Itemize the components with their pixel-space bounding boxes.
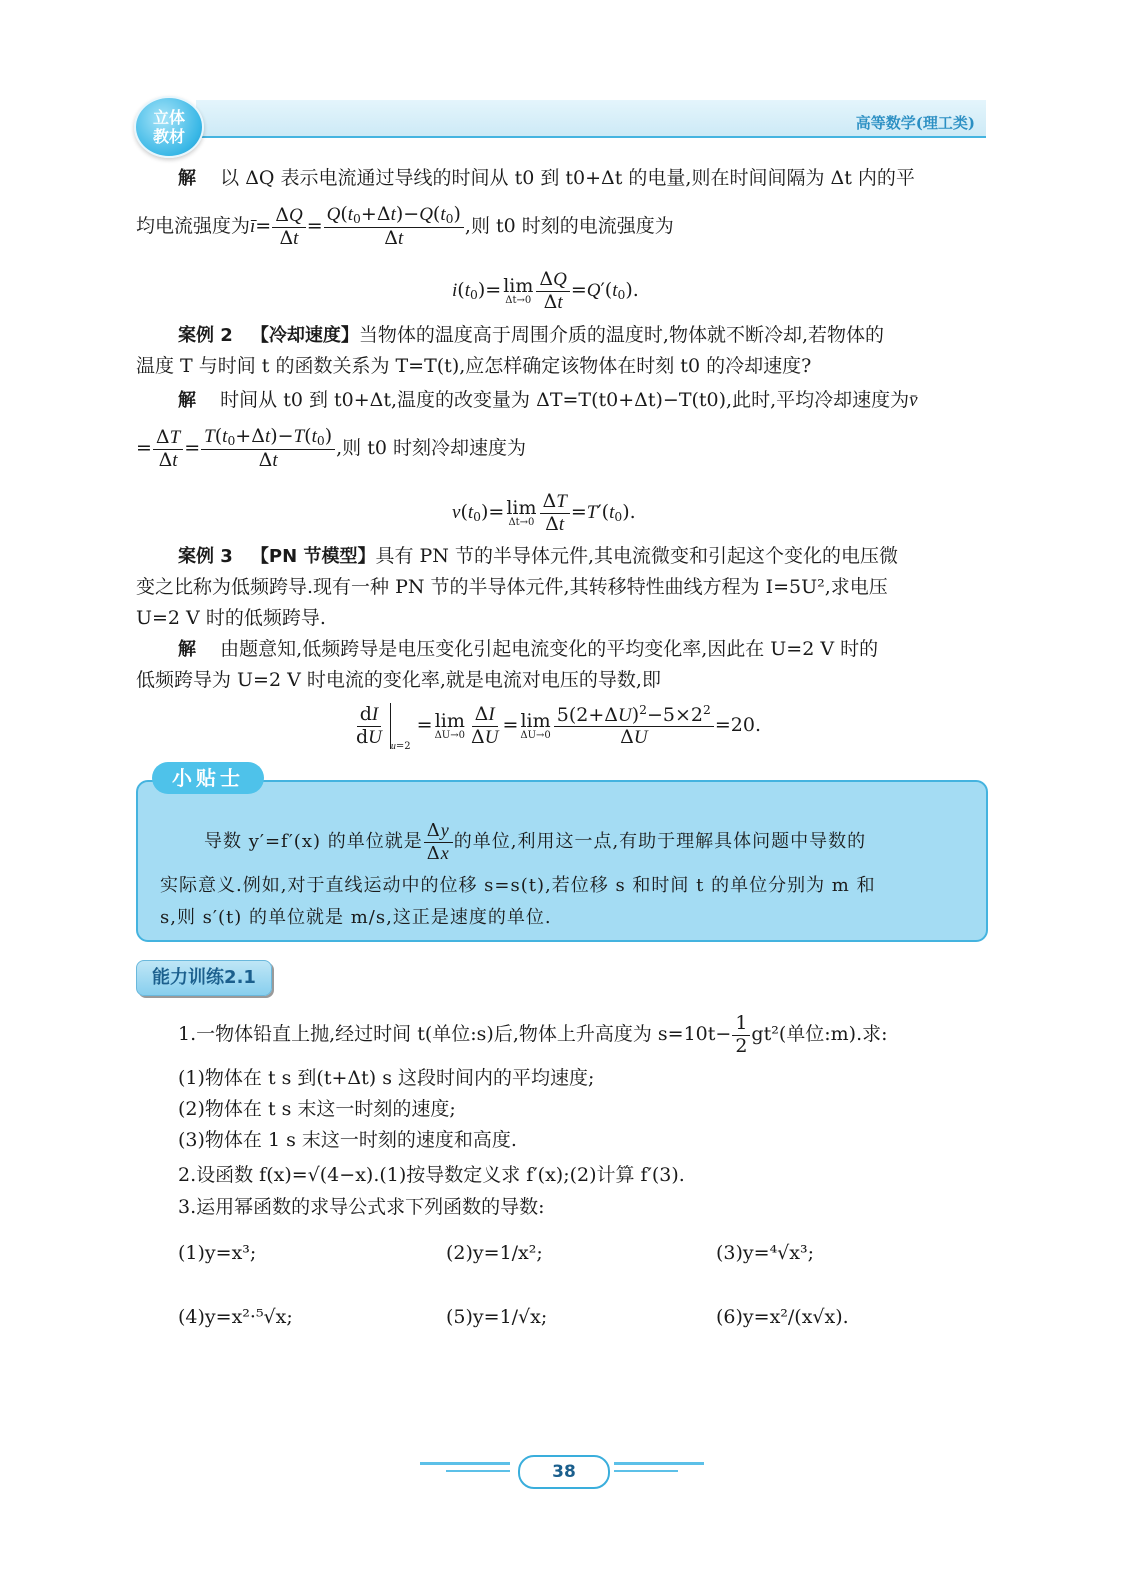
tip-line3: s,则 s′(t) 的单位就是 m/s,这正是速度的单位.	[160, 907, 552, 928]
case2-solution-line2: = $\frac{\Delta T}{\Delta t}$ = $\frac{T(t_0+\Delta t)-T(t_0)}{\Delta t}$ ,则 t0 时刻冷却速度为	[136, 425, 526, 471]
q3-item3: (3)y=⁴√x³;	[716, 1242, 815, 1264]
tip-line1: 导数 y′=f′(x) 的单位就是 $\frac{\Delta y}{\Delta x}$ 的单位,利用这一点,有助于理解具体问题中导数的	[204, 819, 867, 864]
solution-label: 解	[178, 168, 196, 189]
logo-line2: 教材	[152, 127, 185, 146]
case2-solution-text: 时间从 t0 到 t0+Δt,温度的改变量为 ΔT=T(t0+Δt)−T(t0),此时,平均冷却速度为	[220, 389, 910, 411]
q3-item6: (6)y=x²/(x√x).	[716, 1306, 849, 1328]
logo-line1: 立体	[152, 108, 185, 127]
solution1-line1	[178, 163, 915, 194]
page-number: 38	[518, 1455, 610, 1489]
case2-solution-line1: 解 时间从 t0 到 t0+Δt,温度的改变量为 ΔT=T(t0+Δt)−T(t0),此时,平均冷却速度为v̄	[178, 389, 918, 411]
footer-rule-left	[420, 1462, 510, 1465]
solution1-text: 以 ΔQ 表示电流通过导线的时间从 t0 到 t0+Δt 的电量,则在时间间隔为 Δt 内的平	[220, 167, 915, 189]
case2-solution-label: 解	[178, 390, 196, 411]
formula-cooling: $v(t_0)=$ lim Δt→0 $\frac{\Delta T}{\Delta t}$ $=T'(t_0)$.	[452, 489, 636, 535]
case3-title: 【PN 节模型】	[250, 546, 376, 567]
q3-item1: (1)y=x³;	[178, 1242, 257, 1264]
case3-text1: 具有 PN 节的半导体元件,其电流微变和引起这个变化的电压微	[375, 545, 898, 567]
case2-line2: 温度 T 与时间 t 的函数关系为 T=T(t),应怎样确定该物体在时刻 t0 的冷却速度?	[136, 355, 812, 377]
book-title: 高等数学(理工类)	[855, 114, 975, 132]
tip-line1-prefix: 导数 y′=f′(x) 的单位就是	[204, 831, 423, 852]
footer-rule-right-2	[614, 1470, 678, 1472]
tip-line2: 实际意义.例如,对于直线运动中的位移 s=s(t),若位移 s 和时间 t 的单位分别为 m 和	[160, 875, 876, 896]
training-q1-item1: (1)物体在 t s 到(t+Δt) s 这段时间内的平均速度;	[178, 1067, 595, 1089]
training-q1-suffix: gt²(单位:m).求:	[751, 1023, 888, 1045]
footer-rule-left-2	[446, 1470, 510, 1472]
solution1-line2-prefix: 均电流强度为	[136, 215, 251, 237]
training-q3: 3.运用幂函数的求导公式求下列函数的导数:	[178, 1196, 545, 1218]
case3-solution-label: 解	[178, 639, 196, 660]
case2-title: 【冷却速度】	[250, 325, 359, 346]
formula-transconductance: $\frac{dI}{dU}$ $_{u=2}$= lim ΔU→0 $\frac{\Delta I}{\Delta U}$ = lim ΔU→0 $\frac{5(2+\Delta U)^2-5\times 2^2}{\Delta U}$ =20.	[356, 702, 762, 752]
case2-label: 案例 2	[178, 325, 233, 346]
training-q2: 2.设函数 f(x)=√(4−x).(1)按导数定义求 f′(x);(2)计算 f′(3).	[178, 1164, 685, 1186]
tip-line1-suffix: 的单位,利用这一点,有助于理解具体问题中导数的	[453, 831, 867, 852]
case3-solution-line1	[178, 634, 878, 665]
case3-line2: 变之比称为低频跨导.现有一种 PN 节的半导体元件,其转移特性曲线方程为 I=5U²,求电压	[136, 576, 888, 598]
case3-line1	[178, 541, 898, 572]
footer-rule-right	[614, 1462, 704, 1465]
training-tab: 能力训练2.1	[136, 960, 272, 996]
q3-item4: (4)y=x²·⁵√x;	[178, 1306, 293, 1328]
solution1-line2: 均电流强度为ī= $\frac{\Delta Q}{\Delta t}$ = $\frac{Q(t_0+\Delta t)-Q(t_0)}{\Delta t}$ ,则 t0 时刻的电流强度为	[136, 203, 674, 249]
formula-current: $i(t_0)=$ lim Δt→0 $\frac{\Delta Q}{\Delta t}$ $=Q'(t_0)$.	[452, 267, 639, 313]
case3-label: 案例 3	[178, 546, 233, 567]
solution1-line2-suffix: ,则 t0 时刻的电流强度为	[464, 215, 674, 237]
training-q1-item2: (2)物体在 t s 末这一时刻的速度;	[178, 1098, 456, 1120]
case2-line1	[178, 320, 884, 351]
formula-result: =20.	[714, 714, 762, 736]
case2-solution-suffix: ,则 t0 时刻冷却速度为	[336, 437, 526, 459]
tip-tab: 小贴士	[152, 762, 264, 794]
training-q1-item3: (3)物体在 1 s 末这一时刻的速度和高度.	[178, 1129, 517, 1151]
book-logo	[134, 96, 204, 158]
training-q1-prefix: 1.一物体铅直上抛,经过时间 t(单位:s)后,物体上升高度为 s=10t−	[178, 1023, 732, 1045]
q3-item5: (5)y=1/√x;	[446, 1306, 548, 1328]
case3-solution-line2: 低频跨导为 U=2 V 时电流的变化率,就是电流对电压的导数,即	[136, 669, 661, 691]
case2-text1: 当物体的温度高于周围介质的温度时,物体就不断冷却,若物体的	[358, 324, 885, 346]
case3-solution-text: 由题意知,低频跨导是电压变化引起电流变化的平均变化率,因此在 U=2 V 时的	[220, 638, 879, 660]
training-q1: 1.一物体铅直上抛,经过时间 t(单位:s)后,物体上升高度为 s=10t− $\frac{1}{2}$ gt²(单位:m).求:	[178, 1011, 888, 1057]
header-rule	[196, 136, 986, 138]
q3-item2: (2)y=1/x²;	[446, 1242, 543, 1264]
case3-line3: U=2 V 时的低频跨导.	[136, 607, 326, 629]
